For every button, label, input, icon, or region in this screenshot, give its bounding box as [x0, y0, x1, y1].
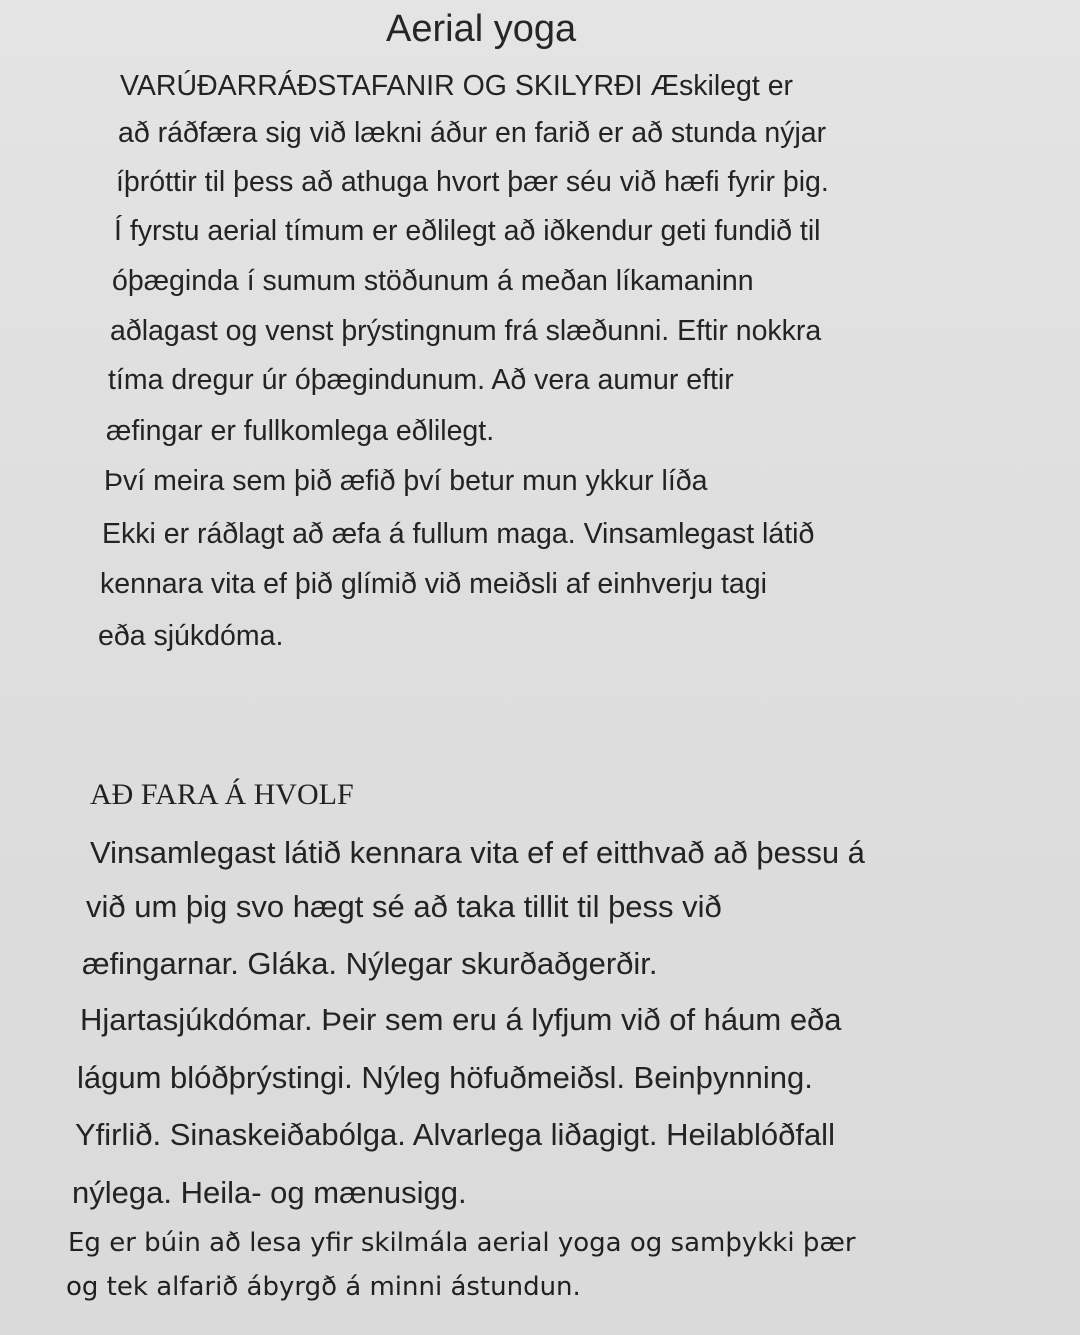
inversion-line-4: Hjartasjúkdómar. Þeir sem eru á lyfjum við of háum eða [80, 1002, 842, 1037]
precautions-line-12: eða sjúkdóma. [98, 620, 284, 652]
precautions-line-5: óþæginda í sumum stöðunum á meðan líkamaninn [112, 265, 754, 297]
precautions-line-6: aðlagast og venst þrýstingnum frá slæðunni. Eftir nokkra [110, 315, 822, 347]
precautions-line-11: kennara vita ef þið glímið við meiðsli af einhverju tagi [100, 568, 767, 600]
precautions-line-9: Því meira sem þið æfið því betur mun ykkur líða [104, 465, 708, 497]
section-heading: AÐ FARA Á HVOLF [90, 778, 354, 811]
precautions-line-10: Ekki er ráðlagt að æfa á fullum maga. Vinsamlegast látið [102, 518, 815, 550]
precautions-line-2: að ráðfæra sig við lækni áður en farið er að stunda nýjar [118, 117, 827, 149]
inversion-line-1: Vinsamlegast látið kennara vita ef ef eitthvað að þessu á [90, 835, 865, 870]
precautions-line-4: Í fyrstu aerial tímum er eðlilegt að iðkendur geti fundið til [114, 215, 821, 247]
precautions-line-1: VARÚÐARRÁÐSTAFANIR OG SKILYRÐI Æskilegt er [120, 70, 794, 102]
precautions-line-8: æfingar er fullkomlega eðlilegt. [106, 415, 495, 447]
inversion-line-7: nýlega. Heila- og mænusigg. [72, 1175, 467, 1210]
inversion-line-3: æfingarnar. Gláka. Nýlegar skurðaðgerðir. [82, 946, 658, 981]
page-title: Aerial yoga [386, 8, 577, 50]
inversion-line-2: við um þig svo hægt sé að taka tillit til þess við [86, 889, 722, 924]
inversion-line-6: Yfirlið. Sinaskeiðabólga. Alvarlega liðagigt. Heilablóðfall [75, 1117, 835, 1152]
inversion-line-5: lágum blóðþrýstingi. Nýleg höfuðmeiðsl. Beinþynning. [77, 1060, 813, 1095]
precautions-line-3: íþróttir til þess að athuga hvort þær séu við hæfi fyrir þig. [116, 166, 829, 198]
agreement-line-2: og tek alfarið ábyrgð á minni ástundun. [66, 1272, 581, 1302]
agreement-line-1: Eg er búin að lesa yfir skilmála aerial yoga og samþykki þær [68, 1228, 856, 1258]
precautions-line-7: tíma dregur úr óþægindunum. Að vera aumur eftir [108, 364, 734, 396]
